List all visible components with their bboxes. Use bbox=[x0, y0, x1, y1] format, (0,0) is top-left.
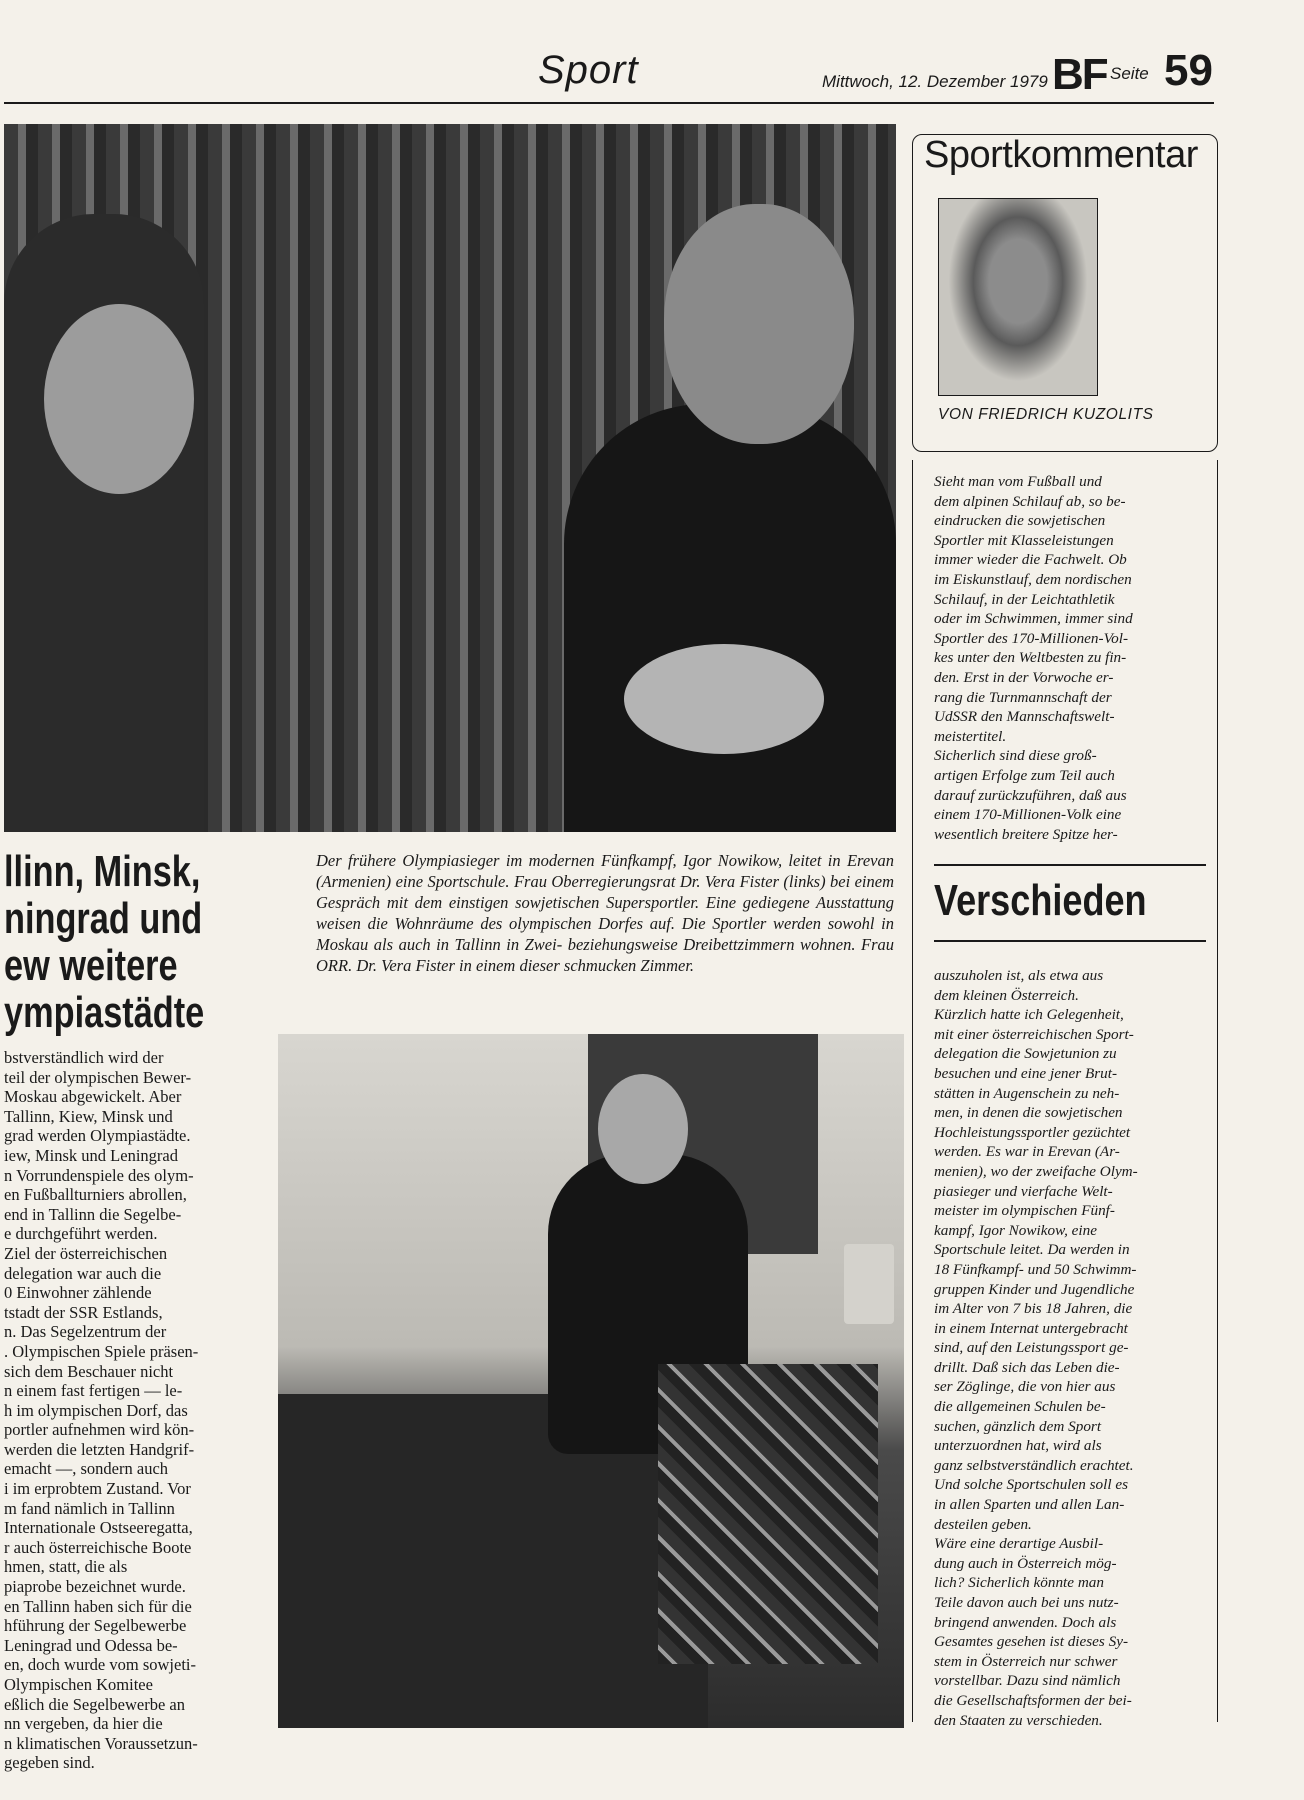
photo-conversation bbox=[4, 124, 896, 832]
commentary-rule-lower bbox=[934, 940, 1206, 942]
author-portrait bbox=[938, 198, 1098, 396]
author-byline: VON FRIEDRICH KUZOLITS bbox=[938, 406, 1154, 423]
commentary-label: Sportkommentar bbox=[924, 134, 1198, 176]
woman-face-room bbox=[598, 1074, 688, 1184]
page-label: Seite bbox=[1110, 64, 1149, 83]
left-article-body: bstverständlich wird der teil der olympischen Bewer- Moskau abgewickelt. Aber Tallinn, Kiew, Minsk und grad werden Olympiastädte. iew, Minsk und Leningrad n Vorrundenspiele des olym- en Fußballturniers abrollen, end in Tallinn die Segelbe- e durchgeführt werden. Ziel der österreichischen delegation war auch die 0 Einwohner zählende tstadt der SSR Estlands, n. Das Segelzentrum der . Olympischen Spiele präsen- sich dem Beschauer nicht n einem fast fertigen — le- h im olympischen Dorf, das portler aufnehmen wird kön- werden die letzten Handgrif- emacht —, sondern auch i im erprobtem Zustand. Vor m fand nämlich in Tallinn Internationale Ostseeregatta, r auch österreichische Boote hmen, statt, die als piaprobe bezeichnet wurde. en Tallinn haben sich für die hführung der Segelbewerbe Leningrad und Odessa be- en, doch wurde vom sowjeti- Olympischen Komitee eßlich die Segelbewerbe an nn vergeben, da hier die n klimatischen Voraussetzun- gegeben sind. bbox=[4, 1048, 199, 1773]
issue-date: Mittwoch, 12. Dezember 1979 bbox=[822, 72, 1048, 91]
page-number: 59 bbox=[1164, 46, 1213, 95]
header-rule bbox=[4, 102, 1214, 104]
section-title: Sport bbox=[538, 48, 639, 92]
photo-caption: Der frühere Olympiasieger im modernen Fünfkampf, Igor Nowikow, leitet in Erevan (Armenien) eine Sportschule. Frau Oberregierungsrat Dr. Vera Fister (links) bei einem Gespräch mit dem einstigen sowjetischen Supersportler. Eine gediegene Ausstattung weisen die Wohnräume des olympischen Dorfes auf. Die Sportler werden sowohl in Moskau als auch in Tallinn in Zwei- beziehungsweise Dreibettzimmern wohnen. Frau ORR. Dr. Vera Fister in einem dieser schmucken Zimmer. bbox=[316, 851, 894, 975]
man-silhouette bbox=[564, 404, 896, 832]
man-hand bbox=[624, 644, 824, 754]
commentary-text-bottom: auszuholen ist, als etwa aus dem kleinen Österreich. Kürzlich hatte ich Gelegenheit, mit einer österreichischen Sport- delegation die Sowjetunion zu besuchen und eine jener Brut- stätten in Augenschein zu neh- men, in denen die sowjetischen Hochleistungssportler gezüchtet werden. Es war in Erevan (Ar- menien), wo der zweifache Olym- piasieger und vierfache Welt- meister im olympischen Fünf- kampf, Igor Nowikow, eine Sportschule leitet. Da werden in 18 Fünfkampf- und 50 Schwimm- gruppen Kinder und Jugendliche im Alter von 7 bis 18 Jahren, die in einem Internat untergebracht sind, auf den Leistungssport ge- drillt. Daß sich das Leben die- ser Zöglinge, die von hier aus die allgemeinen Schulen be- suchen, gänzlich dem Sport unterzuordnen hat, wird als ganz selbstverständlich erachtet. Und solche Sportschulen soll es in allen Sparten und allen Lan- desteilen geben. Wäre eine derartige Ausbil- dung auch in Österreich mög- lich? Sicherlich könnte man Teile davon auch bei uns nutz- bringend anwenden. Doch als Gesamtes gesehen ist dieses Sy- stem in Österreich nur schwer vorstellbar. Dazu sind nämlich die Gesellschaftsformen der bei- den Staaten zu verschieden. bbox=[934, 967, 1138, 1729]
table-lamp bbox=[844, 1244, 894, 1324]
photo-room bbox=[278, 1034, 904, 1728]
plaid-trousers bbox=[658, 1364, 878, 1664]
man-face bbox=[664, 204, 854, 444]
commentary-text-top: Sieht man vom Fußball und dem alpinen Schilauf ab, so be- eindrucken die sowjetischen Sportler mit Klasseleistungen immer wieder die Fachwelt. Ob im Eiskunstlauf, dem nordischen Schilauf, in der Leichtathletik oder im Schwimmen, immer sind Sportler des 170-Millionen-Vol- kes unter den Weltbesten zu fin- den. Erst in der Vorwoche er- rang die Turnmannschaft der UdSSR den Mannschaftswelt- meistertitel. Sicherlich sind diese groß- artigen Erfolge zum Teil auch darauf zurückzuführen, daß aus einem 170-Millionen-Volk eine wesentlich breitere Spitze her- bbox=[934, 473, 1133, 843]
left-article-headline: llinn, Minsk, ningrad und ew weitere ympiastädte bbox=[4, 847, 205, 1037]
commentary-headline: Verschieden bbox=[934, 876, 1147, 925]
newspaper-logo: BF bbox=[1052, 50, 1107, 99]
commentary-rule bbox=[934, 864, 1206, 866]
woman-face bbox=[44, 304, 194, 494]
